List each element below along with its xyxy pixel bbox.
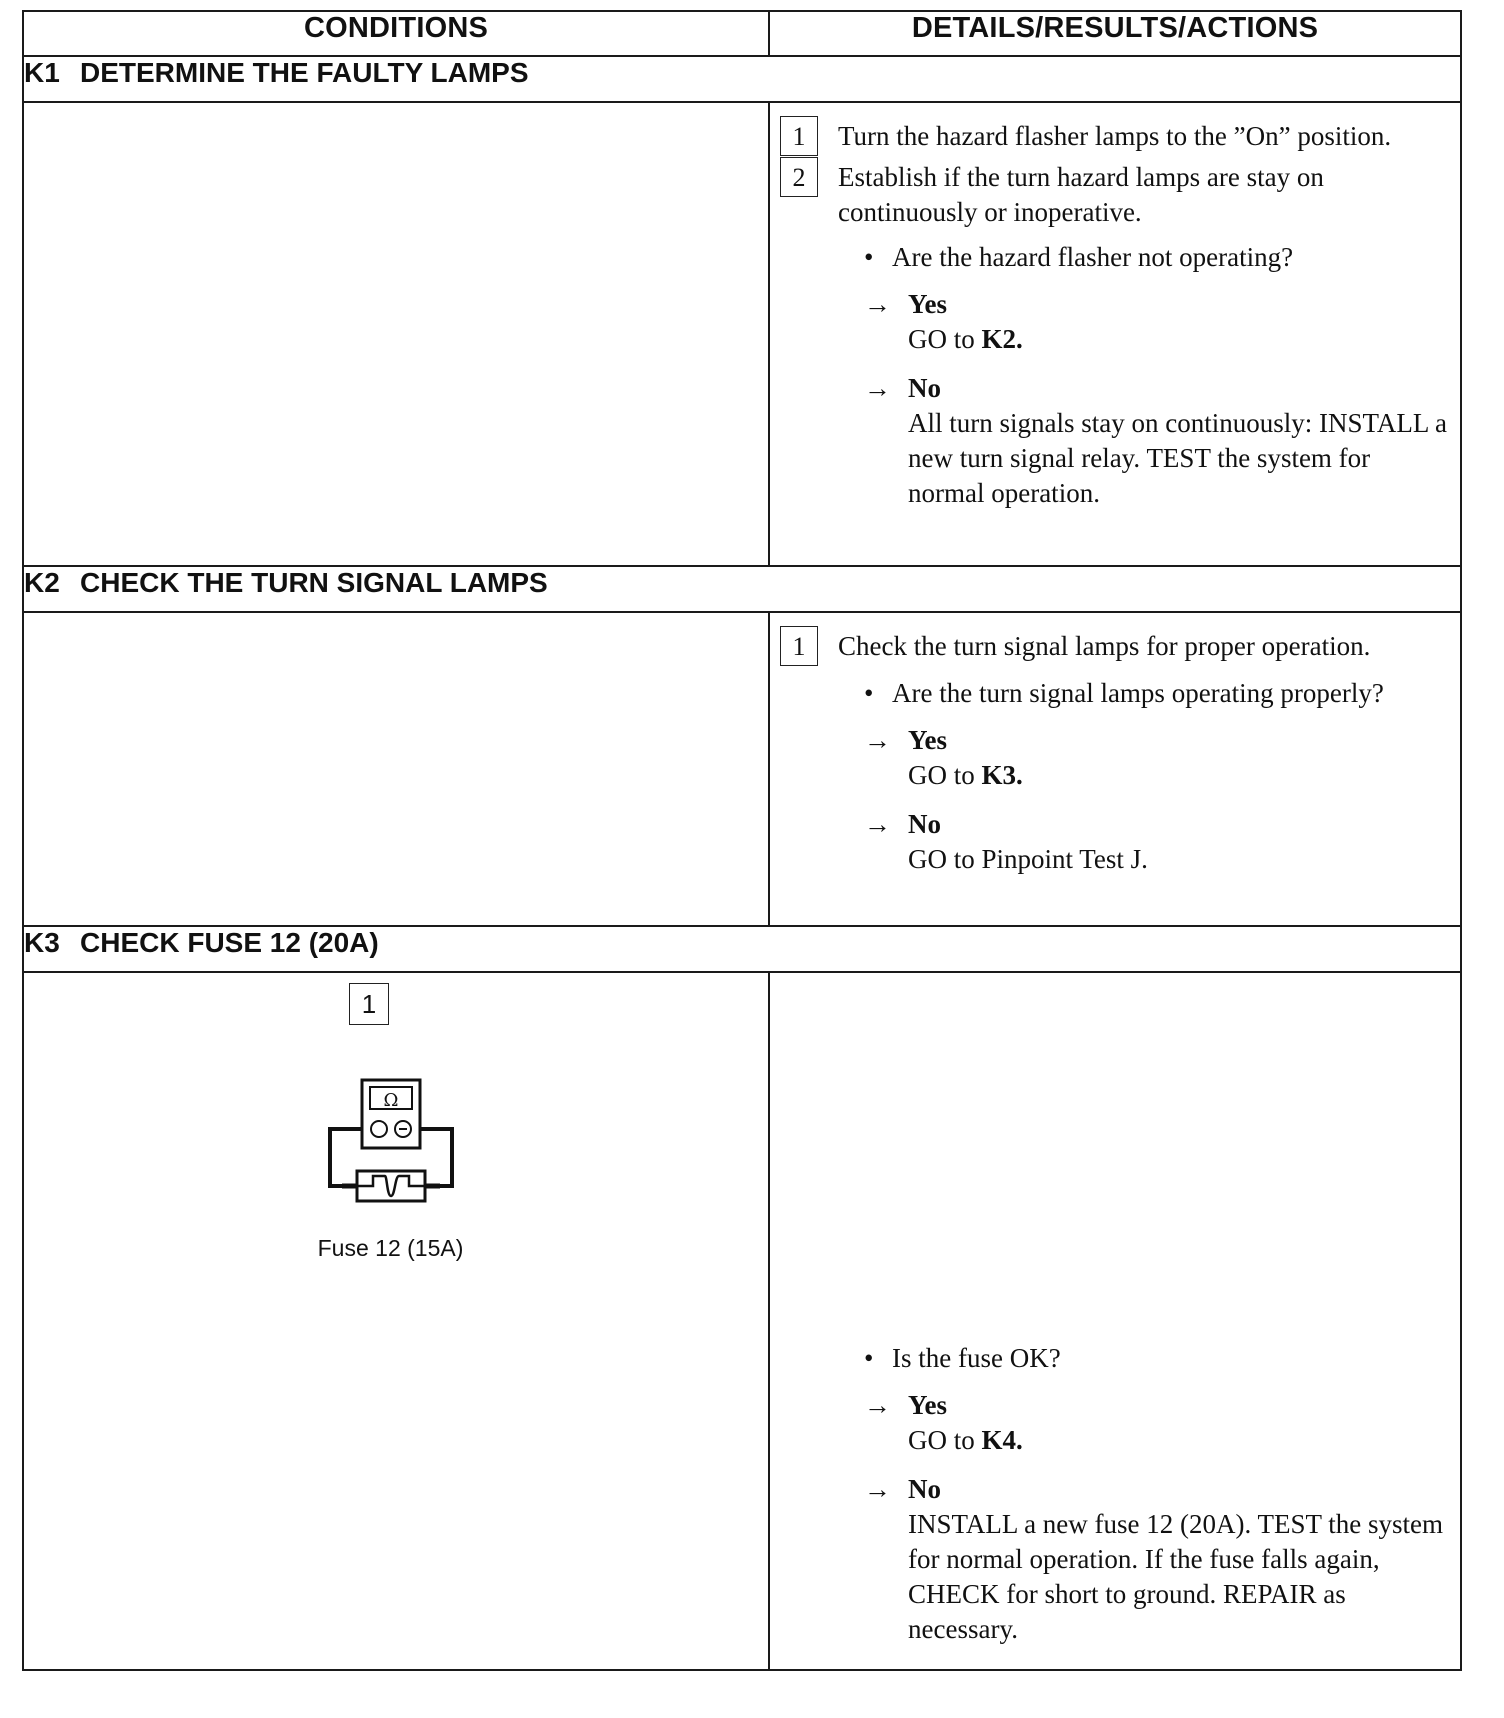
step-title-text: DETERMINE THE FAULTY LAMPS <box>80 57 529 88</box>
yes-text: GO to <box>908 324 975 354</box>
step-k3-details <box>769 972 1461 1670</box>
action-number: 2 <box>780 157 818 197</box>
action-text: Establish if the turn hazard lamps are stay on continuously or inoperative. <box>838 162 1324 227</box>
arrow-right-icon: → <box>864 373 891 403</box>
question-text: Is the fuse OK? <box>892 1343 1061 1373</box>
action-item <box>780 629 1450 666</box>
step-k2-title <box>23 566 1461 612</box>
action-number: 1 <box>780 116 818 156</box>
no-text: INSTALL a new fuse 12 (20A). TEST the system for normal operation. If the fuse falls again, CHECK for short to ground. REPAIR as necessary. <box>908 1509 1444 1644</box>
arrow-right-icon: → <box>864 1390 891 1420</box>
action-text: Turn the hazard flasher lamps to the ”On” position. <box>838 121 1392 151</box>
action-item <box>780 160 1450 230</box>
bullet-icon: • <box>864 242 874 272</box>
conditions-header: CONDITIONS <box>23 11 769 56</box>
action-item <box>780 119 1450 156</box>
step-title-text: CHECK FUSE 12 (20A) <box>80 927 379 958</box>
yes-branch <box>864 287 1450 357</box>
arrow-right-icon: → <box>864 725 891 755</box>
yes-branch <box>864 1388 1450 1458</box>
step-k1-body-row <box>23 102 1461 566</box>
step-code: K3 <box>24 927 60 958</box>
arrow-right-icon: → <box>864 1474 891 1504</box>
yes-text: GO to <box>908 760 975 790</box>
bullet-icon: • <box>864 678 874 708</box>
action-number: 1 <box>780 626 818 666</box>
details-header: DETAILS/RESULTS/ACTIONS <box>769 11 1461 56</box>
arrow-right-icon: → <box>864 289 891 319</box>
bullet-icon: • <box>864 1343 874 1373</box>
ohmmeter-fuse-icon <box>327 1078 457 1208</box>
yes-target: K2. <box>981 324 1023 354</box>
no-text: GO to Pinpoint Test J. <box>908 844 1148 874</box>
step-k2-title-row <box>23 566 1461 612</box>
table-header-row <box>23 11 1461 56</box>
step-k3-title <box>23 926 1461 972</box>
step-k3-conditions <box>23 972 769 1670</box>
yes-label: Yes <box>908 1390 947 1420</box>
diagnostic-page <box>22 10 1460 1671</box>
question-item <box>864 676 1450 711</box>
question-text: Are the hazard flasher not operating? <box>892 242 1294 272</box>
no-branch <box>864 1472 1450 1647</box>
yes-branch <box>864 723 1450 793</box>
no-branch <box>864 371 1450 511</box>
arrow-right-icon: → <box>864 809 891 839</box>
step-k3-body-row <box>23 972 1461 1670</box>
step-k1-title <box>23 56 1461 102</box>
yes-label: Yes <box>908 289 947 319</box>
fuse-caption: Fuse 12 (15A) <box>317 1235 464 1261</box>
yes-target: K3. <box>981 760 1023 790</box>
no-branch <box>864 807 1450 877</box>
no-text: All turn signals stay on continuously: INSTALL a new turn signal relay. TEST the system for normal operation. <box>908 408 1448 508</box>
ohm-symbol: Ω <box>383 1090 399 1111</box>
step-k3-title-row <box>23 926 1461 972</box>
yes-target: K4. <box>981 1425 1023 1455</box>
no-label: No <box>908 373 941 403</box>
step-k1-conditions <box>23 102 769 566</box>
condition-number: 1 <box>349 983 389 1025</box>
step-k1-details <box>769 102 1461 566</box>
step-code: K2 <box>24 567 60 598</box>
question-text: Are the turn signal lamps operating properly? <box>892 678 1384 708</box>
step-k2-body-row <box>23 612 1461 926</box>
yes-text: GO to <box>908 1425 975 1455</box>
step-k1-title-row <box>23 56 1461 102</box>
step-k2-conditions <box>23 612 769 926</box>
no-label: No <box>908 809 941 839</box>
step-title-text: CHECK THE TURN SIGNAL LAMPS <box>80 567 548 598</box>
step-code: K1 <box>24 57 60 88</box>
yes-label: Yes <box>908 725 947 755</box>
pinpoint-test-table <box>22 10 1462 1671</box>
step-k2-details <box>769 612 1461 926</box>
question-item <box>864 240 1450 275</box>
question-item <box>864 1341 1450 1376</box>
action-text: Check the turn signal lamps for proper operation. <box>838 631 1371 661</box>
no-label: No <box>908 1474 941 1504</box>
